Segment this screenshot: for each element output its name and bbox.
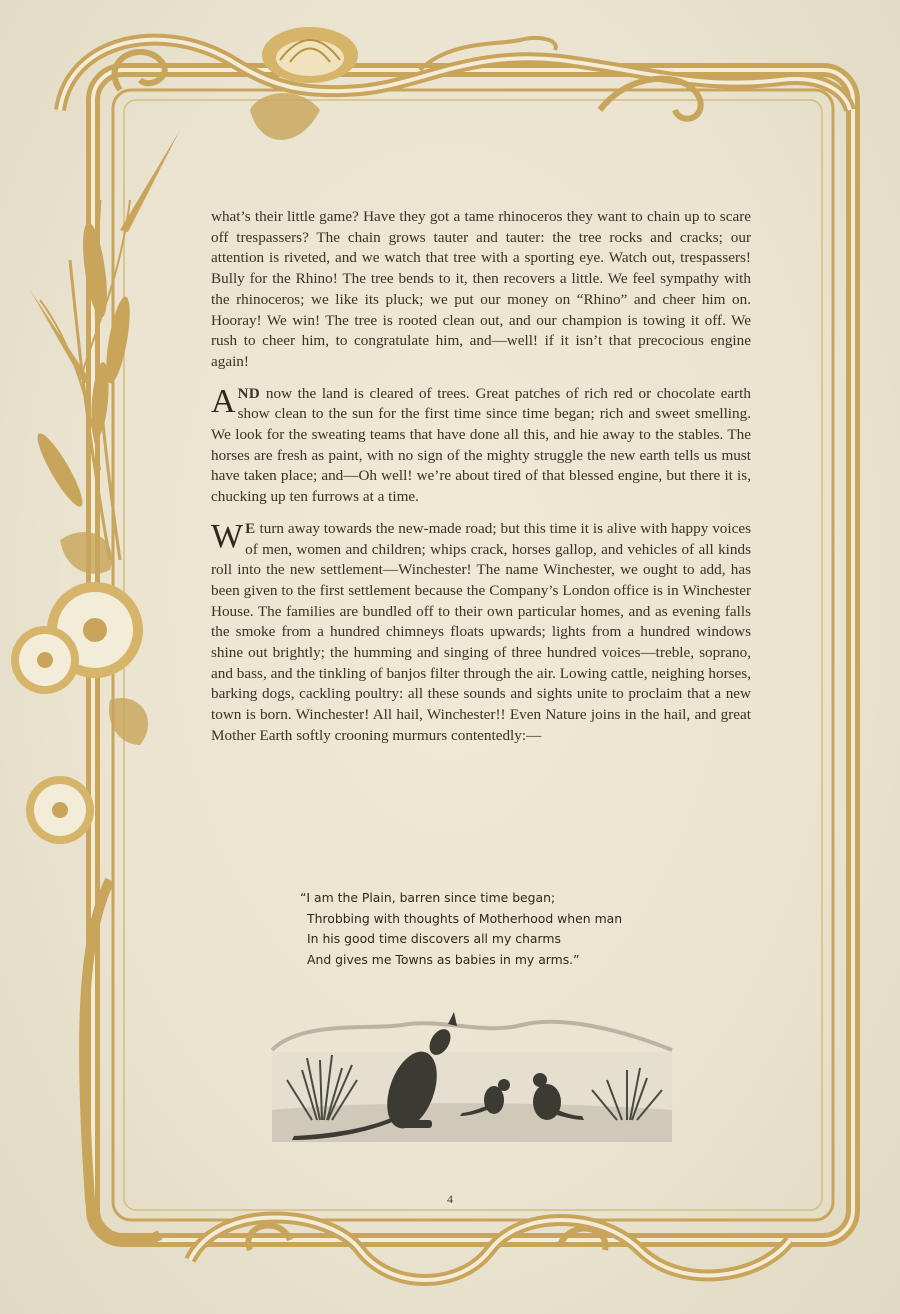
drop-cap: A xyxy=(211,382,236,420)
paragraph-2 xyxy=(211,384,751,508)
poem-line: Throbbing with thoughts of Motherhood when man xyxy=(307,910,623,926)
kangaroo-vignette xyxy=(262,1010,682,1150)
body-text xyxy=(211,207,751,758)
paragraph-text: now the land is cleared of trees. Great patches of rich red or chocolate earth show clean to the sun for the first time since time began; rich and sweet smelling. We look for the sweating teams that have done all this, and hie away to the stables. The horses are fresh as paint, with no sign of the mighty struggle the new earth tells us must have taken place; and—Oh well! we’re about tired of that blessed engine, but there it is, chucking up ten furrows at a time. xyxy=(211,384,751,506)
bottom-scroll xyxy=(190,1218,790,1281)
paragraph-1: what’s their little game? Have they got a tame rhinoceros they want to chain up to scare off trespassers? The chain grows tauter and tauter: the tree rocks and cracks; our attention is riveted, and we watch that tree with a sporting eye. Watch out, trespassers! Bully for the Rhino! The tree bends to it, then recovers a little. We feel sympathy with the rhinoceros; we like its pluck; we put our money on “Rhino” and cheer him on. Hooray! We win! The tree is rooted clean out, and our champion is towing it off. We rush to cheer him, to congratulate him, and—well! if it isn’t that precocious engine again! xyxy=(211,208,751,370)
poem-line: “I am the Plain, barren since time began; xyxy=(300,890,556,905)
left-flowers xyxy=(11,532,148,844)
page-number: 4 xyxy=(447,1192,453,1206)
drop-cap: W xyxy=(211,517,244,555)
paragraph-text: turn away towards the new-made road; but this time it is alive with happy voices of men, women and children; whips crack, horses gallop, and vehicles of all kinds roll into the new settlement—Winchester! The name Winchester, we ought to add, has been given to the first settlement because the Company’s London office is in Winchester House. The families are bundled off to their own particular homes, and as evening falls the smoke from a hundred chimneys floats upwards; lights from a hundred windows shine out brightly; the humming and singing of three hundred voices—treble, soprano, and bass, and the tinkling of banjos filter through the air. Lowing cattle, neighing horses, barking dogs, cackling poultry: all these sounds and sights unite to proclaim that a new town is born. Winchester! All hail, Winchester!! Even Nature joins in the hail, and great Mother Earth softly crooning murmurs contentedly:— xyxy=(211,519,751,744)
paragraph-3 xyxy=(211,519,751,747)
small-caps: E xyxy=(245,520,256,537)
poem-quote xyxy=(300,888,680,970)
small-caps: ND xyxy=(237,385,261,402)
poem-line: And gives me Towns as babies in my arms.” xyxy=(307,951,580,967)
top-scroll xyxy=(60,38,850,119)
poem-line: In his good time discovers all my charms xyxy=(307,931,561,946)
